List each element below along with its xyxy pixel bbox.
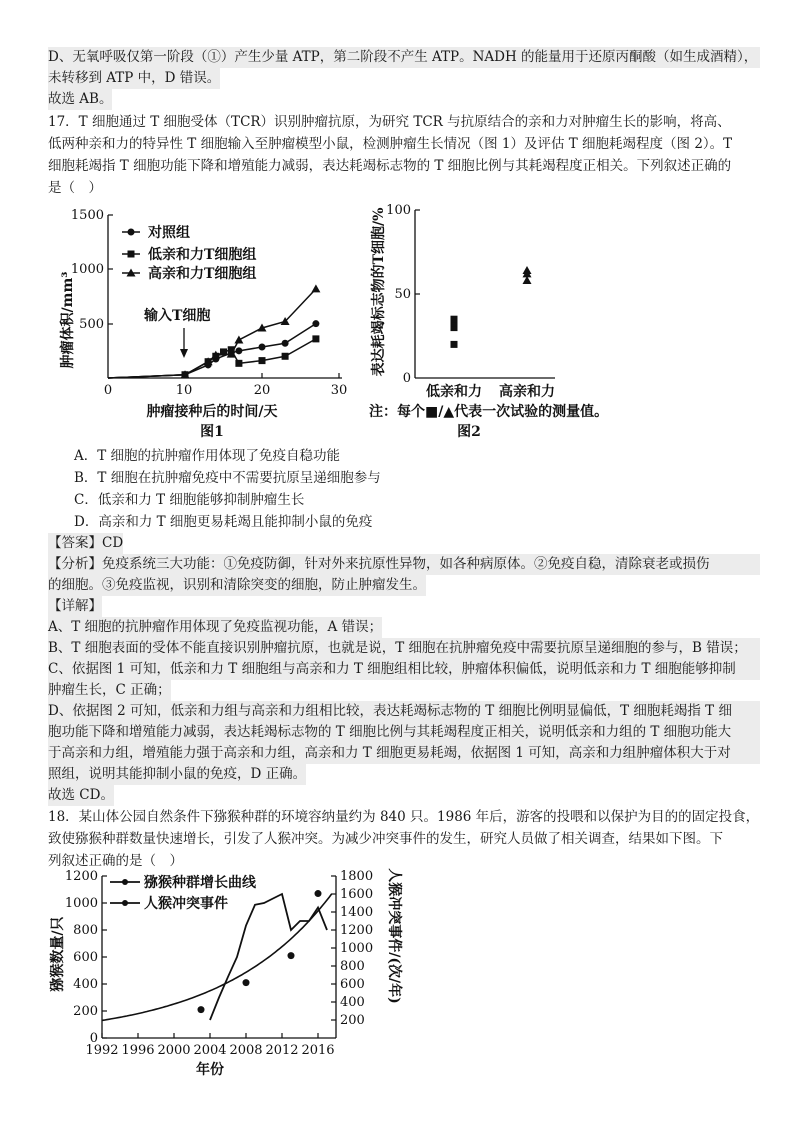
q18-stem-3: 列叙述正确的是（ ） xyxy=(48,853,183,869)
fig1-legend-low: 低亲和力T细胞组 xyxy=(148,247,257,263)
fig2-plot-area xyxy=(451,266,532,348)
q17-detail-5: D、依据图 2 可知，低亲和力组与高亲和力组相比较，表达耗竭标志物的 T 细胞比例明显偏低，T 细胞耗竭指 T 细 xyxy=(48,701,760,722)
q17-option-a: A．T 细胞的抗肿瘤作用体现了免疫自稳功能 xyxy=(74,448,341,464)
fig3-right-tick-label: 1000 xyxy=(340,941,374,956)
fig3-ylabel-left: 猕猴数量/只 xyxy=(50,916,66,992)
q17-option-d: D．高亲和力 T 细胞更易耗竭且能抑制小鼠的免疫 xyxy=(74,514,373,530)
fig3-ylabel-right: 人猴冲突事件/(次/年) xyxy=(386,868,402,1004)
fig1-point-control xyxy=(259,344,266,351)
fig3-xlabel: 年份 xyxy=(196,1062,224,1078)
q17-detail-1: A、T 细胞的抗肿瘤作用体现了免疫监视功能，A 错误； xyxy=(48,617,382,638)
q17-stem-2: 低两种亲和力的特异性 T 细胞输入至肿瘤模型小鼠，检测肿瘤生长情况（图 1）及评估 T 细胞耗竭程度（图 2）。T xyxy=(48,136,733,152)
fig3-growth-point xyxy=(198,1006,205,1013)
figure-1 xyxy=(52,200,362,445)
fig3-x-tick-label: 1996 xyxy=(121,1043,155,1058)
fig2-ytick-50: 50 xyxy=(394,287,411,302)
q17-stem-4: 是（ ） xyxy=(48,180,102,196)
fig1-xtick-10: 10 xyxy=(175,383,193,398)
fig1-caption: 图1 xyxy=(200,424,224,440)
fig2-caption: 图2 xyxy=(457,424,481,440)
q17-analysis-2: 的细胞。③免疫监视，识别和清除突变的细胞，防止肿瘤发生。 xyxy=(48,575,426,596)
fig1-line-control xyxy=(108,324,316,378)
fig2-point-low xyxy=(451,341,458,348)
fig1-point-low xyxy=(282,353,289,360)
fig1-ylabel: 肿瘤体积/mm³ xyxy=(60,271,76,369)
fig3-left-tick-label: 400 xyxy=(73,977,98,992)
fig1-point-high xyxy=(234,335,243,343)
fig3-right-tick-label: 200 xyxy=(340,1013,365,1028)
q17-detail-3: C、依据图 1 可知，低亲和力 T 细胞组与高亲和力 T 细胞组相比较，肿瘤体积偏低，说明低亲和力 T 细胞能够抑制 xyxy=(48,659,760,680)
fig2-ylabel: 表达耗竭标志物的T细胞/% xyxy=(371,207,387,377)
q18-stem-1: 18．某山体公园自然条件下猕猴种群的环境容纳量约为 840 只。1986 年后，游客的投喂和以保护为目的的固定投食， xyxy=(48,809,760,825)
fig1-xtick-30: 30 xyxy=(330,383,348,398)
fig1-point-low xyxy=(259,357,266,364)
fig2-point-high xyxy=(523,266,532,274)
fig1-ytick-1500: 1500 xyxy=(70,208,104,223)
fig2-ytick-0: 0 xyxy=(402,371,411,386)
fig3-right-tick-label: 600 xyxy=(340,977,365,992)
fig2-point-low xyxy=(451,316,458,323)
fig3-right-tick-label: 1200 xyxy=(340,923,374,938)
q18-stem-2: 致使猕猴种群数量快速增长，引发了人猴冲突。为减少冲突事件的发生，研究人员做了相关调查，结果如下图。下 xyxy=(48,831,723,847)
fig1-xlabel: 肿瘤接种后的时间/天 xyxy=(146,404,278,420)
fig3-right-tick-label: 1800 xyxy=(340,869,374,884)
fig3-right-tick-label: 400 xyxy=(340,995,365,1010)
prev-line-3: 故选 AB。 xyxy=(48,89,112,110)
fig3-left-tick-label: 800 xyxy=(73,923,98,938)
fig2-note: 注：每个■/▲代表一次试验的测量值。 xyxy=(369,404,609,420)
q17-detail-7: 于高亲和力组，增殖能力强于高亲和力组，高亲和力 T 细胞更易耗竭，依据图 1 可知，高亲和力组肿瘤体积大于对 xyxy=(48,743,760,764)
fig3-right-tick-label: 1400 xyxy=(340,905,374,920)
prev-line-1: D、无氧呼吸仅第一阶段（①）产生少量 ATP，第二阶段不产生 ATP。NADH 的能量用于还原丙酮酸（如生成酒精）， xyxy=(48,47,760,68)
q17-detail-4: 肿瘤生长，C 正确； xyxy=(48,680,171,701)
figure-2 xyxy=(365,200,645,445)
q17-option-c: C．低亲和力 T 细胞能够抑制肿瘤生长 xyxy=(74,492,305,508)
fig1-point-control xyxy=(312,320,319,327)
fig3-x-tick-label: 2004 xyxy=(193,1043,227,1058)
q17-answer: 【答案】CD xyxy=(48,533,123,554)
fig1-legend-high: 高亲和力T细胞组 xyxy=(148,266,257,282)
fig1-xtick-20: 20 xyxy=(253,383,271,398)
q17-detail-6: 胞功能下降和增殖能力减弱，表达耗竭标志物的 T 细胞比例与其耗竭程度正相关，说明低亲和力组的 T 细胞功能大 xyxy=(48,722,760,743)
q17-stem-1: 17．T 细胞通过 T 细胞受体（TCR）识别肿瘤抗原，为研究 TCR 与抗原结合的亲和力对肿瘤生长的影响，将高、 xyxy=(48,114,731,130)
fig1-point-low xyxy=(312,335,319,342)
fig1-legend-control: 对照组 xyxy=(148,225,190,241)
fig3-left-tick-label: 1200 xyxy=(64,869,98,884)
fig1-annotation: 输入T细胞 xyxy=(144,308,211,324)
fig3-x-tick-label: 1992 xyxy=(85,1043,119,1058)
fig3-growth-point xyxy=(315,890,322,897)
q17-option-b: B．T 细胞在抗肿瘤免疫中不需要抗原呈递细胞参与 xyxy=(74,470,381,486)
fig3-x-tick-label: 2016 xyxy=(301,1043,335,1058)
fig1-point-high xyxy=(311,284,320,292)
q17-detail-9: 故选 CD。 xyxy=(48,785,114,806)
fig2-ytick-100: 100 xyxy=(386,203,411,218)
fig1-plot-area xyxy=(108,284,320,378)
fig1-xtick-0: 0 xyxy=(103,383,113,398)
q17-stem-3: 细胞耗竭指 T 细胞功能下降和增殖能力减弱，表达耗竭标志物的 T 细胞比例与其耗竭程度正相关。下列叙述正确的 xyxy=(48,158,732,174)
fig3-x-tick-label: 2012 xyxy=(265,1043,299,1058)
q17-detail-2: B、T 细胞表面的受体不能直接识别肿瘤抗原，也就是说，T 细胞在抗肿瘤免疫中需要抗原呈递细胞的参与，B 错误； xyxy=(48,638,760,659)
fig3-x-tick-label: 2008 xyxy=(229,1043,263,1058)
fig3-left-tick-label: 600 xyxy=(73,950,98,965)
fig2-category-low: 低亲和力 xyxy=(426,384,482,400)
fig3-right-tick-label: 1600 xyxy=(340,887,374,902)
fig1-point-low xyxy=(235,360,242,367)
fig1-ytick-500: 500 xyxy=(79,317,104,332)
q17-detail-8: 照组，说明其能抑制小鼠的免疫，D 正确。 xyxy=(48,764,306,785)
fig3-growth-point xyxy=(288,952,295,959)
fig1-point-control xyxy=(235,347,242,354)
fig3-x-tick-label: 2000 xyxy=(157,1043,191,1058)
fig1-ytick-1000: 1000 xyxy=(70,262,104,277)
figure-3 xyxy=(40,866,420,1082)
fig3-left-tick-label: 200 xyxy=(73,1004,98,1019)
fig3-left-tick-label: 1000 xyxy=(64,896,98,911)
fig3-right-tick-label: 800 xyxy=(340,959,365,974)
fig3-legend-growth: 猕猴种群增长曲线 xyxy=(144,875,256,891)
fig2-category-high: 高亲和力 xyxy=(499,384,555,400)
fig1-point-control xyxy=(282,340,289,347)
q17-detail-title: 【详解】 xyxy=(48,596,102,617)
fig3-legend-conflict: 人猴冲突事件 xyxy=(144,896,228,912)
q17-analysis-1: 【分析】免疫系统三大功能：①免疫防御，针对外来抗原性异物，如各种病原体。②免疫自稳，清除衰老或损伤 xyxy=(48,554,760,575)
fig3-left-tick-label: 0 xyxy=(89,1031,98,1046)
prev-line-2: 未转移到 ATP 中，D 错误。 xyxy=(48,68,220,89)
fig3-growth-point xyxy=(243,979,250,986)
